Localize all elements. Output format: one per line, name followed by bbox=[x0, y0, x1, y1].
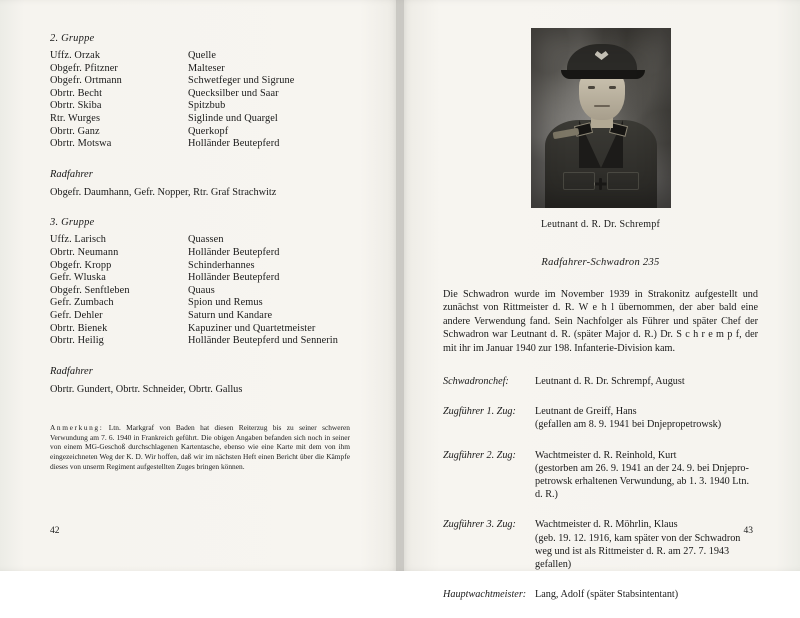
section-title: Radfahrer-Schwadron 235 bbox=[541, 257, 660, 268]
roster-rank: Rtr. Wurges bbox=[50, 112, 101, 124]
portrait-figure bbox=[443, 28, 758, 208]
radfahrer-line-2: Obrtr. Gundert, Obrtr. Schneider, Obrtr. Gallus bbox=[50, 383, 243, 395]
role-row bbox=[443, 449, 758, 502]
role-value bbox=[535, 588, 758, 601]
roster-row bbox=[50, 138, 355, 151]
role-label: Zugführer 3. Zug: bbox=[443, 519, 516, 531]
role-value bbox=[535, 449, 758, 502]
roster-rank: Uffz. Larisch bbox=[50, 234, 107, 246]
roster-rank: Obgefr. Kropp bbox=[50, 259, 112, 271]
page-number-right: 43 bbox=[743, 526, 753, 536]
roster-horse: Schinderhannes bbox=[188, 259, 255, 271]
officer-portrait-photo bbox=[531, 28, 671, 208]
roster-row bbox=[50, 113, 355, 126]
roster-row bbox=[50, 88, 355, 101]
roster-rank: Obgefr. Senftleben bbox=[50, 284, 130, 296]
footnote-label: Anmerkung: bbox=[50, 423, 104, 433]
roster-horse: Quaus bbox=[188, 284, 215, 296]
roster-horse: Kapuziner und Quartetmeister bbox=[188, 322, 316, 334]
roster-rank: Obgefr. Ortmann bbox=[50, 75, 122, 87]
role-value-note: (gefallen am 8. 9. 1941 bei Dnjepropetrowsk) bbox=[535, 419, 722, 431]
roster-rank: Gefr. Wluska bbox=[50, 272, 106, 284]
photo-vignette bbox=[531, 28, 671, 208]
roles-list bbox=[443, 375, 758, 601]
role-value bbox=[535, 405, 758, 431]
roster-rank: Obrtr. Heilig bbox=[50, 335, 104, 347]
roster-row bbox=[50, 234, 355, 247]
roster-horse: Holländer Beutepferd bbox=[188, 246, 280, 258]
roster-rank: Obrtr. Skiba bbox=[50, 100, 102, 112]
page-number-left: 42 bbox=[50, 526, 60, 536]
roster-horse: Holländer Beutepferd und Sennerin bbox=[188, 335, 338, 347]
roster-horse: Saturn und Kandare bbox=[188, 309, 273, 321]
role-value bbox=[535, 518, 758, 571]
role-label: Schwadronchef: bbox=[443, 376, 509, 388]
roster-row bbox=[50, 272, 355, 285]
roster-rank: Obrtr. Ganz bbox=[50, 125, 100, 137]
group-2-roster bbox=[50, 50, 355, 151]
roster-row bbox=[50, 310, 355, 323]
roster-row bbox=[50, 297, 355, 310]
role-row bbox=[443, 375, 758, 388]
roster-rank: Uffz. Orzak bbox=[50, 50, 101, 61]
role-row bbox=[443, 405, 758, 431]
roster-horse: Holländer Beutepferd bbox=[188, 272, 280, 284]
role-row bbox=[443, 588, 758, 601]
left-page-content bbox=[50, 33, 355, 471]
roster-rank: Gefr. Dehler bbox=[50, 309, 103, 321]
role-value-main: Lang, Adolf (später Stabsintentant) bbox=[535, 589, 679, 601]
roster-rank: Obrtr. Bienek bbox=[50, 322, 108, 334]
roster-rank: Obrtr. Becht bbox=[50, 87, 103, 99]
roster-row bbox=[50, 100, 355, 113]
role-value-main: Wachtmeister d. R. Reinhold, Kurt bbox=[535, 449, 677, 461]
group-3-roster bbox=[50, 234, 355, 347]
roster-row bbox=[50, 63, 355, 76]
roster-row bbox=[50, 335, 355, 348]
roster-row bbox=[50, 126, 355, 139]
role-value bbox=[535, 375, 758, 388]
roster-row bbox=[50, 323, 355, 336]
group-2-heading: 2. Gruppe bbox=[50, 33, 95, 44]
roster-rank: Obgefr. Pfitzner bbox=[50, 62, 118, 74]
section-paragraph: Die Schwadron wurde im November 1939 in Strakonitz aufgestellt und zunächst von Rittmeister d. R. W e h l übernommen, der aber bald eine andere Verwendung fand. Sein Nachfolger als Führer und später Chef der Schwadron war Leutnant d. R. (später Major d. R.) Dr. S c h r e m p f, der mit ihr im Januar 1940 zur 198. Infanterie-Division kam. bbox=[443, 289, 758, 354]
role-value-note: (geb. 19. 12. 1916, kam später von der Schwadron weg und ist als Rittmeister d. R. am 27. 7. 1943 gefallen) bbox=[535, 532, 741, 571]
role-label: Zugführer 1. Zug: bbox=[443, 406, 516, 418]
footnote-text: Ltn. Markgraf von Baden hat diesen Reiterzug bis zu seiner schweren Verwundung am 7. 6. 1940 in Frankreich geführt. Die obigen Angaben befanden sich noch in seiner von einem MG-Geschoß durchschlagenen Kartentasche, ebenso wie eine Karte mit dem von ihm eingezeichneten Weg der K. D. Wir hoffen, daß wir im nächsten Heft einen Bericht über die Kämpfe dieses von unserm Regiment aufgestellten Zuges bringen können. bbox=[50, 423, 350, 471]
right-page-content bbox=[443, 28, 758, 618]
radfahrer-line-1: Obgefr. Daumhann, Gefr. Nopper, Rtr. Graf Strachwitz bbox=[50, 186, 277, 198]
roster-horse: Spion und Remus bbox=[188, 297, 263, 309]
role-label: Zugführer 2. Zug: bbox=[443, 449, 516, 461]
roster-row bbox=[50, 285, 355, 298]
roster-horse: Spitzbub bbox=[188, 100, 226, 112]
photo-caption: Leutnant d. R. Dr. Schrempf bbox=[541, 219, 660, 230]
roster-row bbox=[50, 247, 355, 260]
roster-rank: Obrtr. Motswa bbox=[50, 138, 112, 150]
roster-horse: Siglinde und Quargel bbox=[188, 112, 278, 124]
role-value-note: (gestorben am 26. 9. 1941 an der 24. 9. bei Dnjepro-petrowsk erhaltenen Verwundung, ab 1. 3. 1940 Ltn. d. R.) bbox=[535, 462, 749, 501]
roster-row bbox=[50, 75, 355, 88]
roster-horse: Quecksilber und Saar bbox=[188, 87, 279, 99]
roster-rank: Obrtr. Neumann bbox=[50, 246, 119, 258]
role-value-main: Leutnant de Greiff, Hans bbox=[535, 406, 637, 418]
left-page bbox=[0, 0, 400, 571]
role-label: Hauptwachtmeister: bbox=[443, 589, 527, 601]
roster-horse: Querkopf bbox=[188, 125, 229, 137]
group-3-heading: 3. Gruppe bbox=[50, 217, 95, 229]
roster-row bbox=[50, 50, 355, 63]
roster-horse: Quassen bbox=[188, 234, 224, 246]
role-value-main: Leutnant d. R. Dr. Schrempf, August bbox=[535, 376, 685, 388]
roster-row bbox=[50, 260, 355, 273]
footnote bbox=[50, 423, 350, 471]
roster-horse: Quelle bbox=[188, 50, 217, 61]
right-page bbox=[400, 0, 800, 601]
radfahrer-heading-2: Radfahrer bbox=[50, 365, 93, 377]
roster-horse: Schwetfeger und Sigrune bbox=[188, 75, 295, 87]
radfahrer-heading-1: Radfahrer bbox=[50, 168, 93, 180]
roster-horse: Malteser bbox=[188, 62, 225, 74]
role-row bbox=[443, 518, 758, 571]
roster-rank: Gefr. Zumbach bbox=[50, 297, 114, 309]
roster-horse: Holländer Beutepferd bbox=[188, 138, 280, 150]
role-value-main: Wachtmeister d. R. Möhrlin, Klaus bbox=[535, 519, 678, 531]
